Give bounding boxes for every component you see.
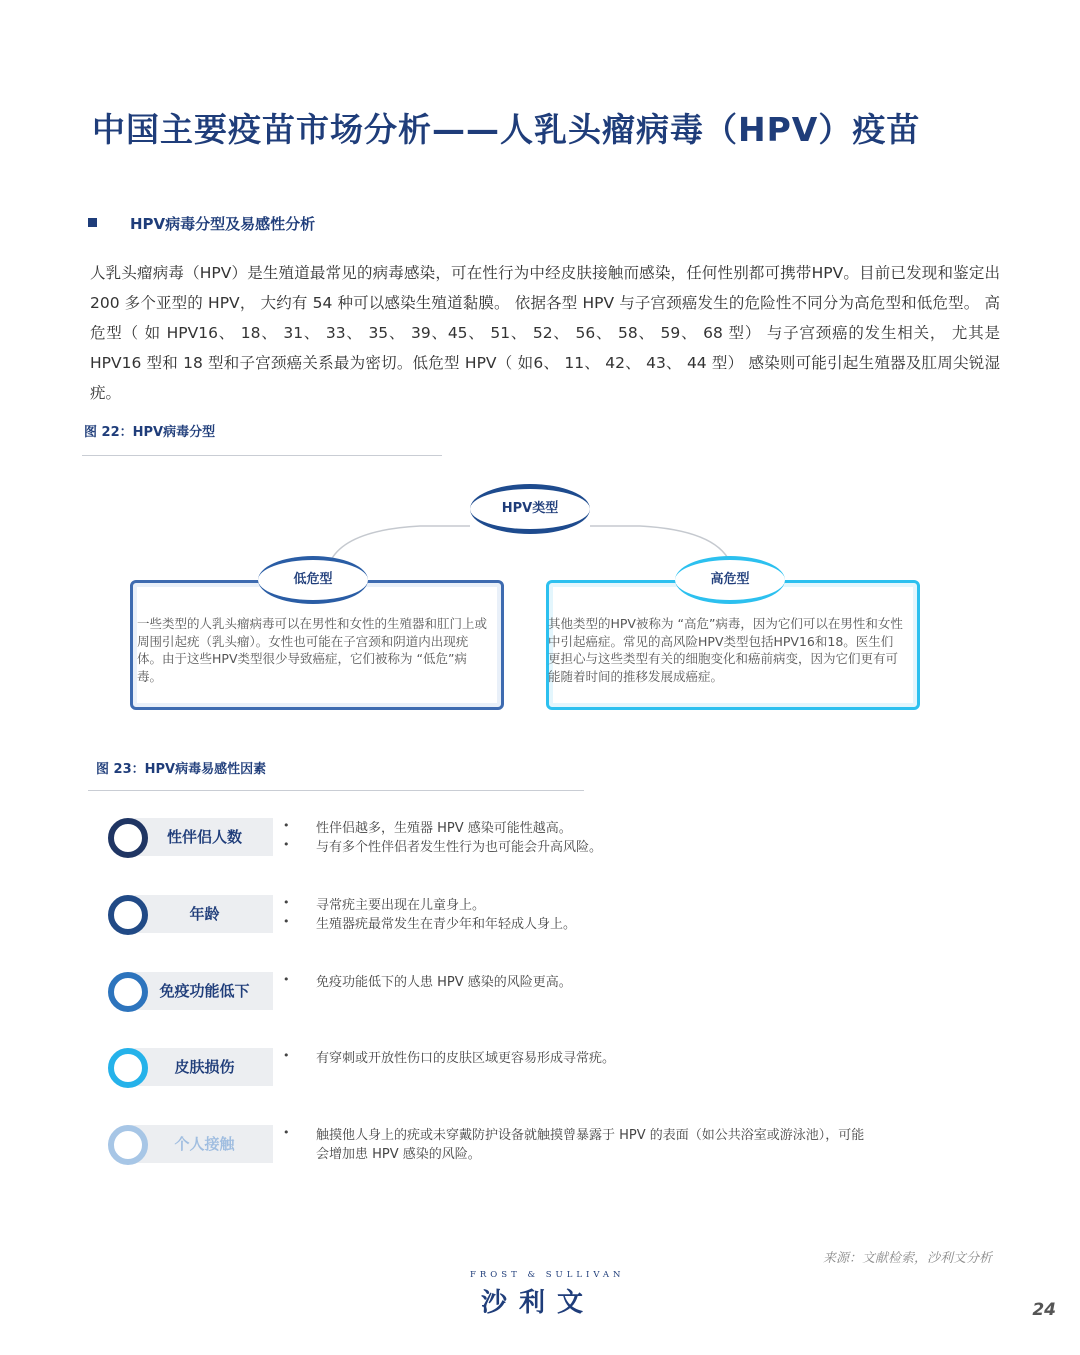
factor-ring-icon bbox=[108, 972, 148, 1012]
factor-ring-icon bbox=[108, 1048, 148, 1088]
intro-paragraph: 人乳头瘤病毒（HPV）是生殖道最常见的病毒感染，可在性行为中经皮肤接触而感染，任何性别都可携带HPV。目前已发现和鉴定出 200 多个亚型的 HPV， 大约有 54 种可以感染生殖道黏膜。 依据各型 HPV 与子宫颈癌发生的危险性不同分为高危型和低危型。 高危型（ 如 HPV16、 18、 31、 33、 35、 39、45、 51、 52、 56、 58、 59、 68 型） 与子宫颈癌的发生相关， 尤其是HPV16 型和 18 型和子宫颈癌关系最为密切。低危型 HPV（ 如6、 11、 42、 43、 44 型） 感染则可能引起生殖器及肛周尖锐湿疣。 bbox=[90, 264, 1000, 402]
bullet-dot-icon: • bbox=[283, 973, 290, 986]
section-heading: HPV病毒分型及易感性分析 bbox=[130, 215, 316, 233]
high-risk-pill bbox=[675, 556, 785, 604]
source-note: 来源：文献检索，沙利文分析 bbox=[822, 1251, 992, 1266]
factor-label: 免疫功能低下 bbox=[159, 982, 250, 1000]
factor-bullet-text: 免疫功能低下的人患 HPV 感染的风险更高。 bbox=[316, 975, 572, 990]
hpv-type-root-label: HPV类型 bbox=[501, 501, 559, 516]
factor-bullet-text: 会增加患 HPV 感染的风险。 bbox=[316, 1147, 481, 1162]
factor-bullet-text: 性伴侣越多，生殖器 HPV 感染可能性越高。 bbox=[316, 821, 572, 836]
bullet-dot-icon: • bbox=[283, 915, 290, 928]
hpv-type-root-pill bbox=[470, 484, 590, 534]
factor-bullet-text: 有穿刺或开放性伤口的皮肤区域更容易形成寻常疣。 bbox=[316, 1051, 616, 1066]
bullet-dot-icon: • bbox=[283, 896, 290, 909]
factor-ring-icon bbox=[108, 895, 148, 935]
figure23-caption: 图 23：HPV病毒易感性因素 bbox=[96, 762, 267, 777]
factor-label-box bbox=[126, 1125, 273, 1163]
low-risk-label: 低危型 bbox=[293, 572, 333, 587]
logo-english-text: FROST & SULLIVAN bbox=[470, 1270, 625, 1280]
factor-label-box bbox=[126, 972, 273, 1010]
logo-chinese-text: 沙利文 bbox=[481, 1288, 596, 1318]
factor-bullet-text: 与有多个性伴侣者发生性行为也可能会升高风险。 bbox=[316, 840, 603, 855]
factor-bullet-text: 触摸他人身上的疣或未穿戴防护设备就触摸曾暴露于 HPV 的表面（如公共浴室或游泳池），可能 bbox=[316, 1128, 865, 1143]
low-risk-text: 一些类型的人乳头瘤病毒可以在男性和女性的生殖器和肛门上或周围引起疣（乳头瘤）。女性也可能在子宫颈和阴道内出现疣体。由于这些HPV类型很少导致癌症，它们被称为 “低危”病毒。 bbox=[137, 616, 488, 684]
factor-label: 性伴侣人数 bbox=[166, 828, 242, 846]
factor-label-box bbox=[126, 895, 273, 933]
factor-label: 个人接触 bbox=[174, 1135, 235, 1153]
high-risk-text: 其他类型的HPV被称为 “高危”病毒，因为它们可以在男性和女性中引起癌症。常见的高风险HPV类型包括HPV16和18。医生们更担心与这些类型有关的细胞变化和癌前病变，因为它们更有可能随着时间的推移发展成癌症。 bbox=[548, 616, 903, 684]
factor-bullet-text: 生殖器疣最常发生在青少年和年轻成人身上。 bbox=[316, 917, 577, 932]
factor-label-box bbox=[126, 1048, 273, 1086]
factor-ring-icon bbox=[108, 818, 148, 858]
bullet-dot-icon: • bbox=[283, 1126, 290, 1139]
page-title: 中国主要疫苗市场分析——人乳头瘤病毒（HPV）疫苗 bbox=[92, 110, 921, 149]
factor-label: 年龄 bbox=[189, 905, 220, 923]
low-risk-pill bbox=[258, 556, 368, 604]
bullet-dot-icon: • bbox=[283, 838, 290, 851]
high-risk-label: 高危型 bbox=[710, 572, 750, 587]
factor-label: 皮肤损伤 bbox=[174, 1058, 235, 1076]
factor-bullet-text: 寻常疣主要出现在儿童身上。 bbox=[316, 898, 486, 913]
figure22-caption: 图 22：HPV病毒分型 bbox=[84, 425, 216, 440]
page-number: 24 bbox=[1032, 1300, 1056, 1320]
bullet-dot-icon: • bbox=[283, 1049, 290, 1062]
figure23-rule bbox=[88, 790, 584, 791]
factor-label-box bbox=[126, 818, 273, 856]
bullet-dot-icon: • bbox=[283, 819, 290, 832]
factor-ring-icon bbox=[108, 1125, 148, 1165]
